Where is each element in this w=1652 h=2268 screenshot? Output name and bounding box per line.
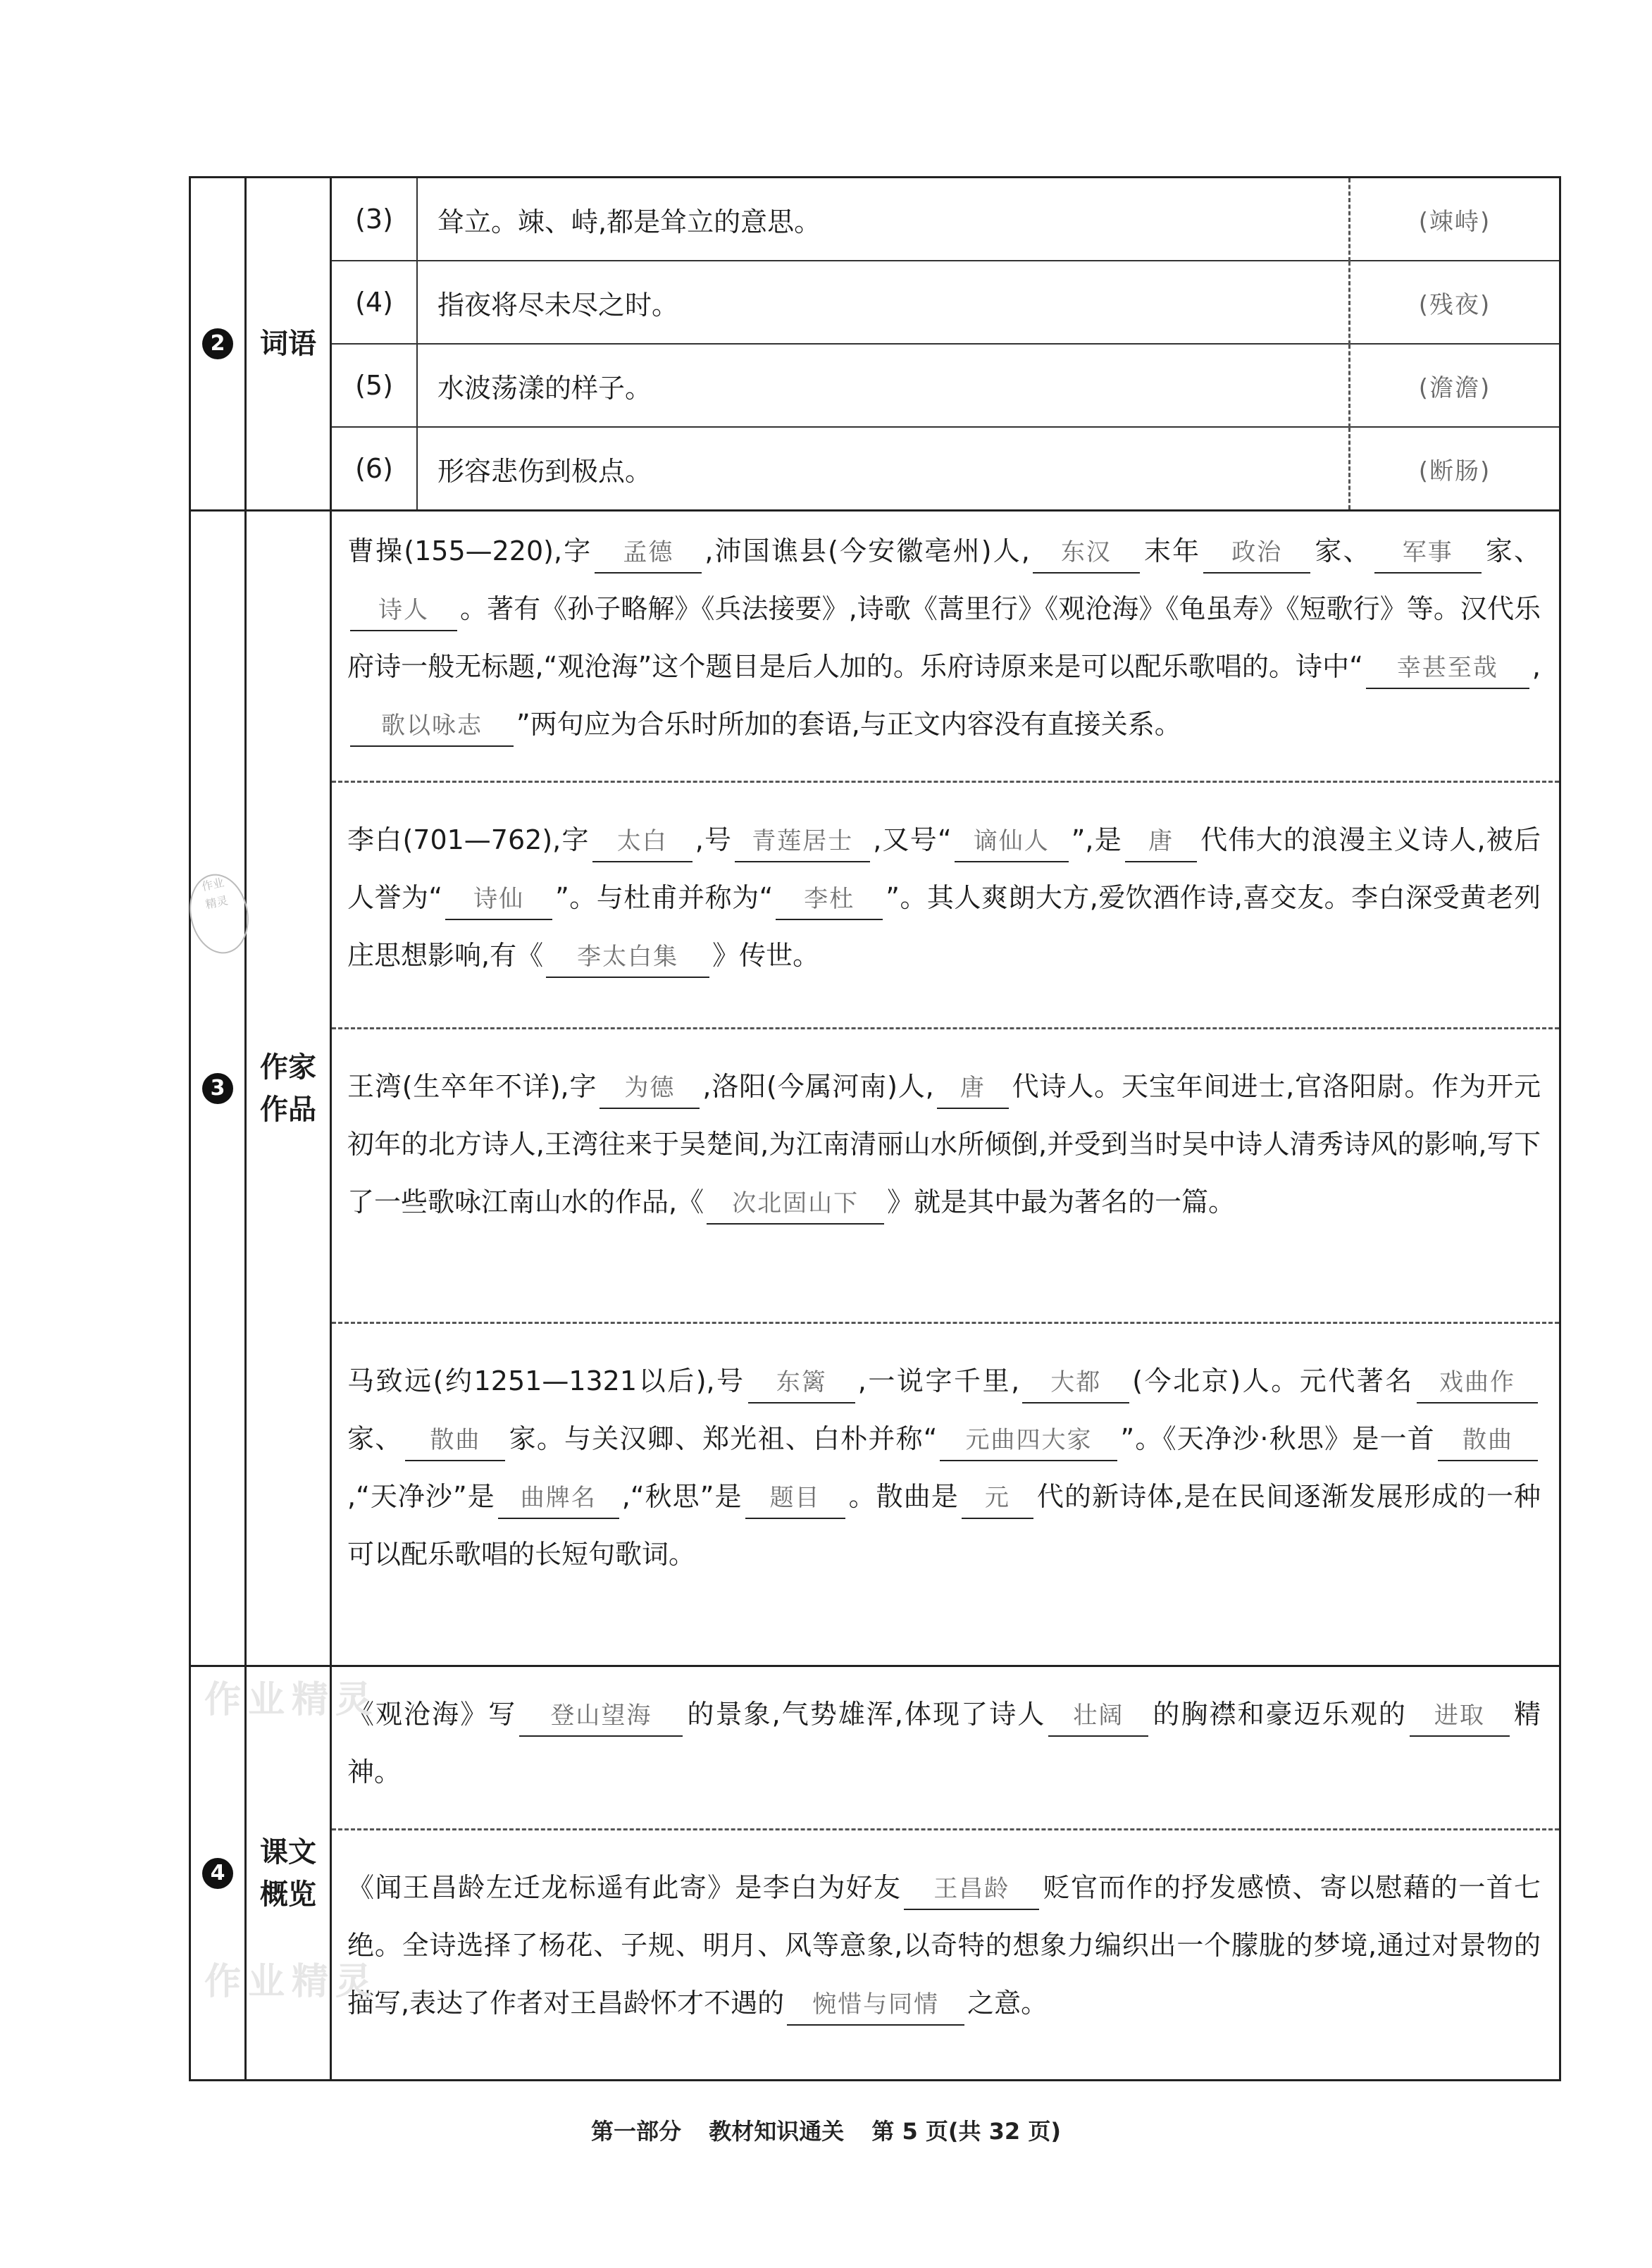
vocab-content <box>331 178 1560 511</box>
answer-blank: 惋惜与同情 <box>787 1985 964 2026</box>
answer-blank: 散曲 <box>405 1420 505 1461</box>
authors-content <box>331 511 1560 1666</box>
vocab-row-number: (4) <box>332 261 417 344</box>
label-line: 作家 <box>260 1051 316 1084</box>
vocab-row-answer: (澹澹) <box>1350 344 1560 427</box>
answer-blank: 东汉 <box>1033 533 1140 574</box>
vocab-row-answer: (竦峙) <box>1350 178 1560 261</box>
answer-blank: 为德 <box>600 1068 700 1109</box>
footer-part: 第一部分 <box>591 2118 682 2145</box>
section-label-authors <box>246 511 331 1666</box>
answer-blank: 元 <box>962 1478 1033 1519</box>
overview-guancanghai: 《观沧海》写 登山望海 的景象,气势雄浑,体现了诗人 壮阔 的胸襟和豪迈乐观的 进取 精神。 <box>332 1668 1559 1830</box>
section-label-vocab: 词语 <box>246 178 331 511</box>
vocab-row-number: (3) <box>332 178 417 261</box>
vocab-row <box>332 178 1559 261</box>
label-line: 课文 <box>260 1835 316 1869</box>
answer-blank: 诗仙 <box>445 879 552 920</box>
vocab-row <box>332 261 1559 344</box>
answer-blank: 谪仙人 <box>955 822 1069 862</box>
vocab-row-definition: 水波荡漾的样子。 <box>417 344 1350 427</box>
answer-blank: 次北固山下 <box>707 1184 884 1225</box>
answer-blank: 李太白集 <box>546 937 709 978</box>
main-table <box>189 176 1561 2081</box>
vocab-row-number: (6) <box>332 427 417 509</box>
section-label-overview <box>246 1666 331 2081</box>
label-line: 作品 <box>260 1093 316 1126</box>
vocab-row-definition: 形容悲伤到极点。 <box>417 427 1350 509</box>
author-caocao: 曹操(155—220),字 孟德 ,沛国谯县(今安徽亳州)人, 东汉 末年 政治 家、 军事 家、诗人 。著有《孙子略解》《兵法接要》,诗歌《蒿里行》《观沧海》《龟虽寿》《短歌行》等。汉代乐府诗一般无标题,“观沧海”这个题目是后人加的。乐府诗原来是可以配乐歌唱的。诗中“ 幸甚至哉 ,歌以咏志 ”两句应为合乐时所加的套语,与正文内容没有直接关系。 <box>332 512 1559 783</box>
vocab-row <box>332 344 1559 427</box>
answer-blank: 诗人 <box>350 590 457 631</box>
answer-blank: 曲牌名 <box>498 1478 619 1519</box>
author-libai: 李白(701—762),字 太白 ,号 青莲居士 ,又号“ 谪仙人 ”,是 唐 代伟大的浪漫主义诗人,被后人誉为“ 诗仙 ”。与杜甫并称为“ 李杜 ”。其人爽朗大方,爱饮酒作诗,喜交友。李白深受黄老列庄思想影响,有《 李太白集 》传世。 <box>332 783 1559 1029</box>
answer-blank: 孟德 <box>595 533 702 574</box>
overview-content <box>331 1666 1560 2081</box>
vocab-row-definition: 指夜将尽未尽之时。 <box>417 261 1350 344</box>
answer-blank: 唐 <box>1125 822 1197 862</box>
answer-blank: 歌以咏志 <box>350 706 514 747</box>
label-line: 概览 <box>260 1878 316 1911</box>
vocab-row-definition: 耸立。竦、峙,都是耸立的意思。 <box>417 178 1350 261</box>
overview-wenwangchangling: 《闻王昌龄左迁龙标遥有此寄》是李白为好友 王昌龄 贬官而作的抒发感愤、寄以慰藉的一首七绝。全诗选择了杨花、子规、明月、风等意象,以奇特的想象力编织出一个朦胧的梦境,通过对景物的描写,表达了作者对王昌龄怀才不遇的 惋惜与同情 之意。 <box>332 1830 1559 2078</box>
section-number-4: 4 <box>190 1666 246 2081</box>
answer-blank: 散曲 <box>1438 1420 1538 1461</box>
answer-blank: 元曲四大家 <box>940 1420 1117 1461</box>
author-wangwan: 王湾(生卒年不详),字 为德 ,洛阳(今属河南)人, 唐 代诗人。天宝年间进士,官洛阳尉。作为开元初年的北方诗人,王湾往来于吴楚间,为江南清丽山水所倾倒,并受到当时吴中诗人清秀诗风的影响,写下了一些歌咏江南山水的作品,《 次北固山下 》就是其中最为著名的一篇。 <box>332 1029 1559 1324</box>
answer-blank: 壮阔 <box>1048 1696 1148 1737</box>
watermark: 作业精灵 <box>204 1679 380 1721</box>
answer-blank: 大都 <box>1022 1363 1129 1403</box>
watermark: 作业精灵 <box>204 1961 380 2003</box>
answer-blank: 进取 <box>1410 1696 1510 1737</box>
vocab-row-answer: (断肠) <box>1418 457 1491 485</box>
answer-blank: 太白 <box>592 822 693 862</box>
answer-blank: 青莲居士 <box>735 822 870 862</box>
answer-blank: 登山望海 <box>519 1696 683 1737</box>
answer-blank: 政治 <box>1203 533 1310 574</box>
answer-blank: 军事 <box>1374 533 1482 574</box>
vocab-row-number: (5) <box>332 344 417 427</box>
answer-blank: 李杜 <box>776 879 883 920</box>
answer-blank: 东篱 <box>748 1363 855 1403</box>
author-mazhiyuan: 马致远(约1251—1321以后),号 东篱 ,一说字千里, 大都 (今北京)人。元代著名 戏曲作家、 散曲 家。与关汉卿、郑光祖、白朴并称“ 元曲四大家 ”。《天净沙·秋思》是一首 散曲,“天净沙”是 曲牌名 ,“秋思”是 题目 。散曲是 元 代的新诗体,是在民间逐渐发展形成的一种可以配乐歌唱的长短句歌词。 <box>332 1324 1559 1665</box>
answer-blank: 幸甚至哉 <box>1366 648 1529 689</box>
answer-blank: 戏曲作 <box>1417 1363 1538 1403</box>
footer-page-number: 第 5 页(共 32 页) <box>871 2118 1061 2145</box>
footer-title: 教材知识通关 <box>709 2118 845 2145</box>
vocab-table <box>332 178 1559 509</box>
section-number-2: 2 <box>190 178 246 511</box>
section-number-3: 3 <box>190 511 246 1666</box>
page-footer <box>0 2114 1652 2146</box>
answer-blank: 王昌龄 <box>904 1869 1039 1910</box>
answer-blank: 唐 <box>937 1068 1009 1109</box>
stamp-seal: 作业 精灵 <box>182 869 256 960</box>
vocab-row-answer: (残夜) <box>1350 261 1560 344</box>
answer-blank: 题目 <box>745 1478 845 1519</box>
vocab-row <box>332 427 1559 509</box>
